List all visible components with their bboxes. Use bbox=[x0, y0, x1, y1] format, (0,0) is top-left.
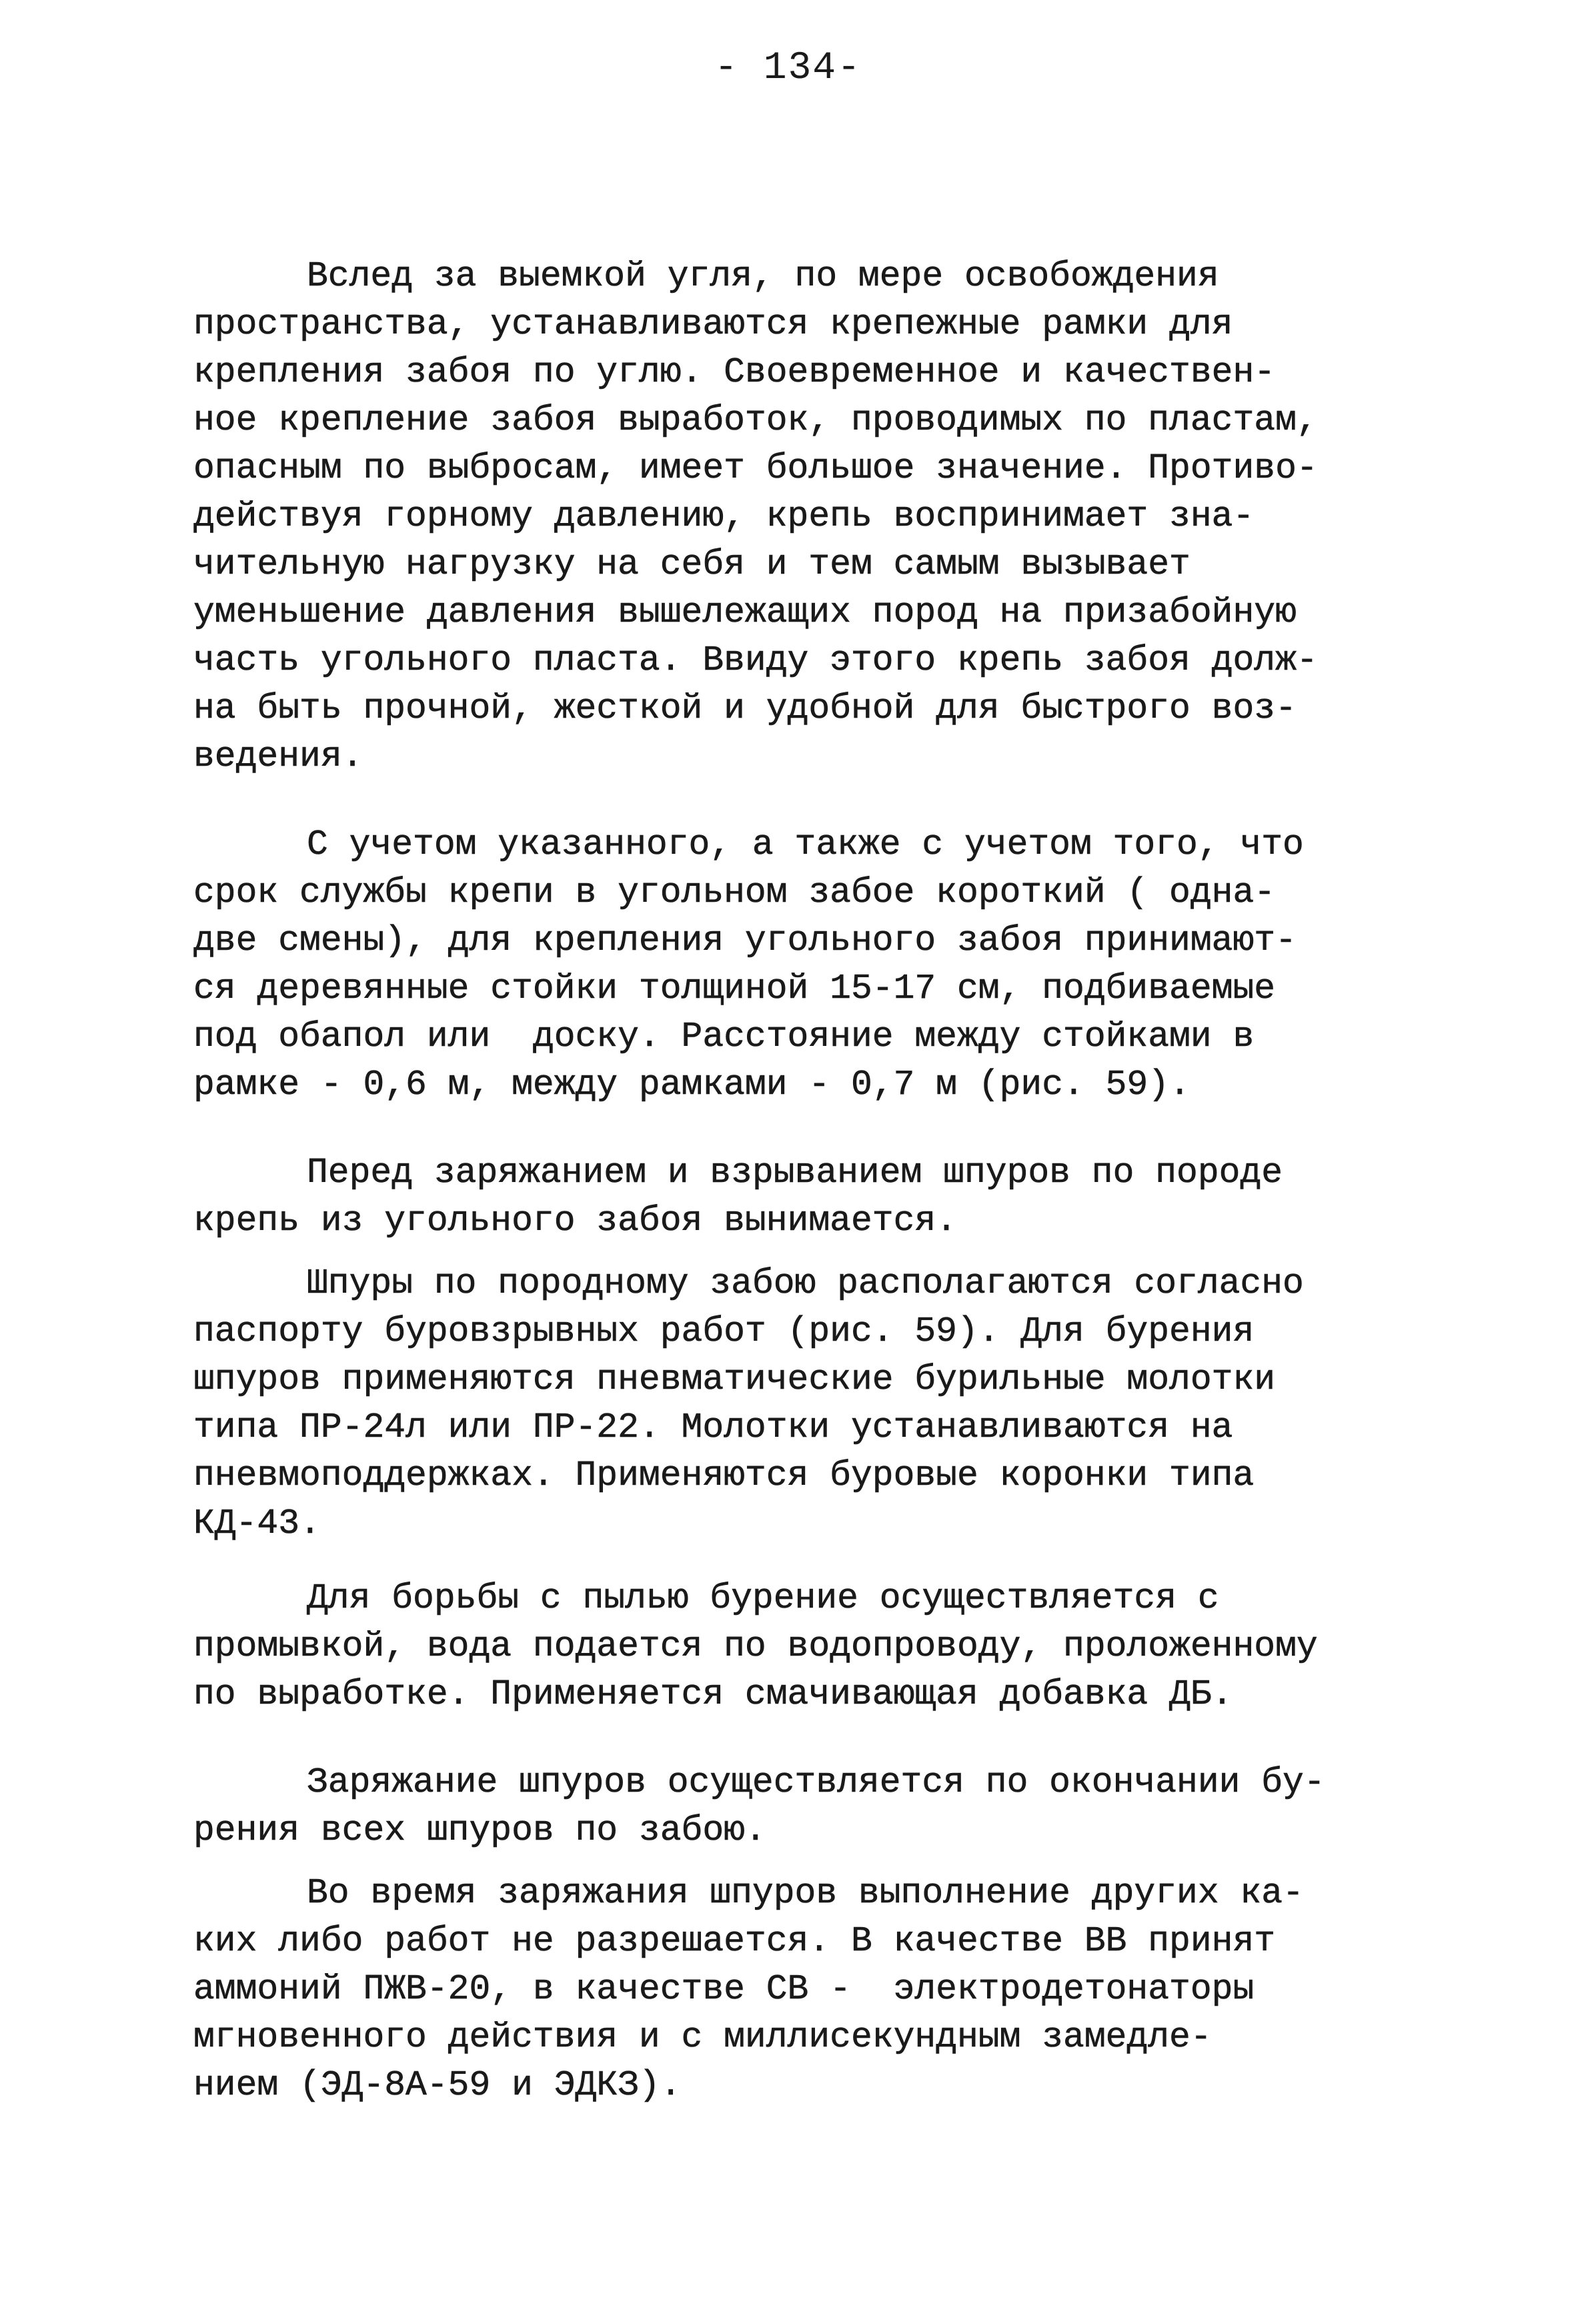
text-line: ведения. bbox=[193, 736, 363, 776]
text-line: типа ПР-24л или ПР-22. Молотки устанавливаются на bbox=[193, 1407, 1233, 1447]
paragraph-explosives bbox=[193, 1869, 1434, 2109]
text-line: уменьшение давления вышележащих пород на призабойную bbox=[193, 592, 1297, 632]
paragraph-drilling bbox=[193, 1259, 1434, 1548]
text-line: крепь из угольного забоя вынимается. bbox=[193, 1201, 957, 1241]
text-line: опасным по выбросам, имеет большое значение. Противо- bbox=[193, 448, 1318, 488]
text-line: действуя горному давлению, крепь воспринимает зна- bbox=[193, 496, 1255, 536]
paragraph-charging bbox=[193, 1758, 1434, 1854]
text-line: паспорту буровзрывных работ (рис. 59). Для бурения bbox=[193, 1311, 1255, 1351]
text-line: по выработке. Применяется смачивающая добавка ДБ. bbox=[193, 1674, 1233, 1714]
paragraph-support-props bbox=[193, 820, 1434, 1109]
text-line: КД-43. bbox=[193, 1504, 321, 1544]
text-line: Шпуры по породному забою располагаются согласно bbox=[307, 1263, 1304, 1303]
text-line: мгновенного действия и с миллисекундным замедле- bbox=[193, 2017, 1212, 2057]
text-line: Заряжание шпуров осуществляется по окончании бу- bbox=[307, 1762, 1325, 1802]
text-line: Для борьбы с пылью бурение осуществляется с bbox=[307, 1578, 1219, 1618]
text-line: часть угольного пласта. Ввиду этого крепь забоя долж- bbox=[193, 640, 1318, 680]
text-line: рения всех шпуров по забою. bbox=[193, 1810, 766, 1850]
text-line: две смены), для крепления угольного забоя принимают- bbox=[193, 921, 1297, 961]
paragraph-charging-removal bbox=[193, 1149, 1434, 1245]
text-line: на быть прочной, жесткой и удобной для быстрого воз- bbox=[193, 688, 1297, 728]
text-line: ное крепление забоя выработок, проводимых по пластам, bbox=[193, 400, 1318, 440]
text-line: пневмоподдержках. Применяются буровые коронки типа bbox=[193, 1456, 1255, 1496]
text-line: под обапол или доску. Расстояние между стойками в bbox=[193, 1017, 1255, 1057]
text-line: промывкой, вода подается по водопроводу, проложенному bbox=[193, 1626, 1318, 1666]
text-line: пространства, устанавливаются крепежные рамки для bbox=[193, 304, 1233, 344]
document-body bbox=[193, 252, 1434, 2109]
text-line: С учетом указанного, а также с учетом того, что bbox=[307, 824, 1304, 864]
text-line: чительную нагрузку на себя и тем самым вызывает bbox=[193, 544, 1191, 584]
page-number: - 134- bbox=[714, 47, 862, 90]
text-line: ких либо работ не разрешается. В качестве ВВ принят bbox=[193, 1921, 1276, 1961]
text-line: ся деревянные стойки толщиной 15-17 см, подбиваемые bbox=[193, 969, 1276, 1009]
text-line: крепления забоя по углю. Своевременное и качествен- bbox=[193, 352, 1276, 392]
text-line: рамке - 0,6 м, между рамками - 0,7 м (рис. 59). bbox=[193, 1065, 1191, 1105]
text-line: аммоний ПЖВ-20, в качестве СВ - электродетонаторы bbox=[193, 1969, 1255, 2009]
text-line: Вслед за выемкой угля, по мере освобождения bbox=[307, 256, 1219, 296]
text-line: Перед заряжанием и взрыванием шпуров по породе bbox=[307, 1153, 1283, 1193]
paragraph-dust-control bbox=[193, 1574, 1434, 1718]
text-line: шпуров применяются пневматические бурильные молотки bbox=[193, 1359, 1276, 1399]
text-line: срок службы крепи в угольном забое короткий ( одна- bbox=[193, 873, 1276, 913]
text-line: Во время заряжания шпуров выполнение других ка- bbox=[307, 1873, 1304, 1913]
paragraph-coal-extraction bbox=[193, 252, 1434, 780]
text-line: нием (ЭД-8А-59 и ЭДКЗ). bbox=[193, 2065, 682, 2105]
